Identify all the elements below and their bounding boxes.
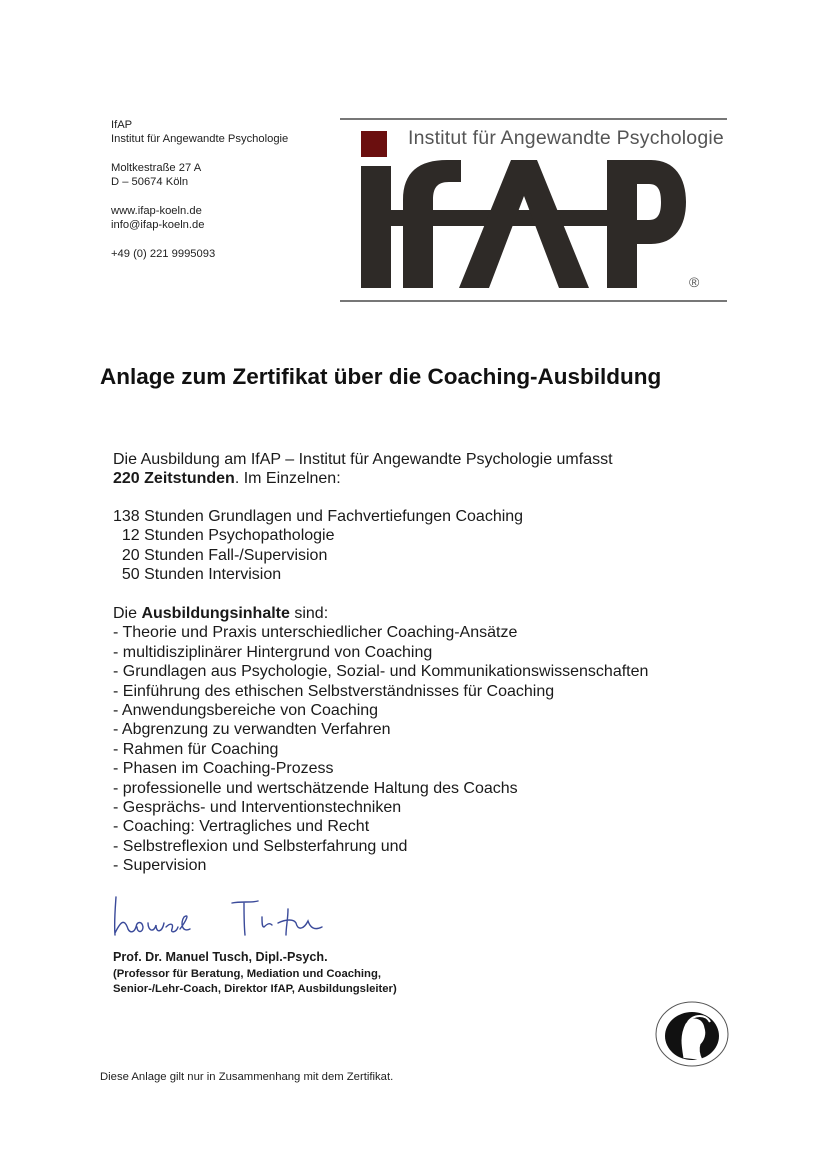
seal-stamp xyxy=(654,1000,732,1068)
hours-item: 138 Stunden Grundlagen und Fachvertiefungen Coaching xyxy=(113,508,524,525)
logo-wordmark xyxy=(361,160,686,288)
contents-item: - Supervision xyxy=(113,857,207,875)
org-block xyxy=(111,118,288,261)
org-short: IfAP xyxy=(111,119,133,131)
logo-red-square xyxy=(361,131,387,157)
contents-list xyxy=(113,604,648,876)
intro-line1: Die Ausbildung am IfAP – Institut für Angewandte Psychologie umfasst xyxy=(113,451,613,468)
website-link[interactable]: www.ifap-koeln.de xyxy=(111,205,202,217)
signatory-name: Prof. Dr. Manuel Tusch, Dipl.-Psych. xyxy=(113,950,328,964)
contents-item: - multidisziplinärer Hintergrund von Coaching xyxy=(113,643,433,661)
registered-mark: ® xyxy=(689,274,700,290)
hours-item: 12 Stunden Psychopathologie xyxy=(113,527,335,545)
logo-bottom-rule xyxy=(340,300,727,302)
contents-item: - professionelle und wertschätzende Haltung des Coachs xyxy=(113,779,518,797)
contents-prefix: Die xyxy=(113,605,142,622)
phone: +49 (0) 221 9995093 xyxy=(111,248,216,260)
role-line1: (Professor für Beratung, Mediation und Coaching, xyxy=(113,968,381,980)
contents-item: - Selbstreflexion und Selbsterfahrung und xyxy=(113,837,408,855)
contents-item: - Grundlagen aus Psychologie, Sozial- und Kommunikationswissenschaften xyxy=(113,663,649,681)
logo-top-rule xyxy=(340,118,727,120)
contents-item: - Einführung des ethischen Selbstverständnisses für Coaching xyxy=(113,682,555,700)
org-name: Institut für Angewandte Psychologie xyxy=(111,133,289,145)
intro xyxy=(113,450,613,489)
signatory-role xyxy=(113,967,397,997)
hours-item: 50 Stunden Intervision xyxy=(113,566,282,584)
email-link[interactable]: info@ifap-koeln.de xyxy=(111,219,205,231)
city: D – 50674 Köln xyxy=(111,176,189,188)
signature xyxy=(110,893,350,943)
contents-suffix: sind: xyxy=(289,605,329,622)
page-title: Anlage zum Zertifikat über die Coaching-Ausbildung xyxy=(100,364,662,389)
contents-item: - Phasen im Coaching-Prozess xyxy=(113,760,334,778)
logo-tagline: Institut für Angewandte Psychologie xyxy=(408,127,724,149)
contents-item: - Gesprächs- und Interventionstechniken xyxy=(113,799,402,817)
intro-line2: . Im Einzelnen: xyxy=(234,470,341,488)
contents-item: - Rahmen für Coaching xyxy=(113,740,279,758)
street: Moltkestraße 27 A xyxy=(111,162,202,174)
contents-item: - Theorie und Praxis unterschiedlicher Coaching-Ansätze xyxy=(113,624,518,642)
contents-heading: Ausbildungsinhalte xyxy=(141,605,290,622)
role-line2: Senior-/Lehr-Coach, Direktor IfAP, Ausbildungsleiter) xyxy=(113,983,397,995)
hours-item: 20 Stunden Fall-/Supervision xyxy=(113,546,328,564)
ifap-logo xyxy=(340,118,727,302)
contents-item: - Abgrenzung zu verwandten Verfahren xyxy=(113,721,391,739)
total-hours: 220 Zeitstunden xyxy=(113,470,235,488)
contents-item: - Coaching: Vertragliches und Recht xyxy=(113,818,370,836)
contents-item: - Anwendungsbereiche von Coaching xyxy=(113,702,379,720)
hours-list xyxy=(113,507,523,585)
footer-note: Diese Anlage gilt nur in Zusammenhang mit dem Zertifikat. xyxy=(100,1071,394,1083)
